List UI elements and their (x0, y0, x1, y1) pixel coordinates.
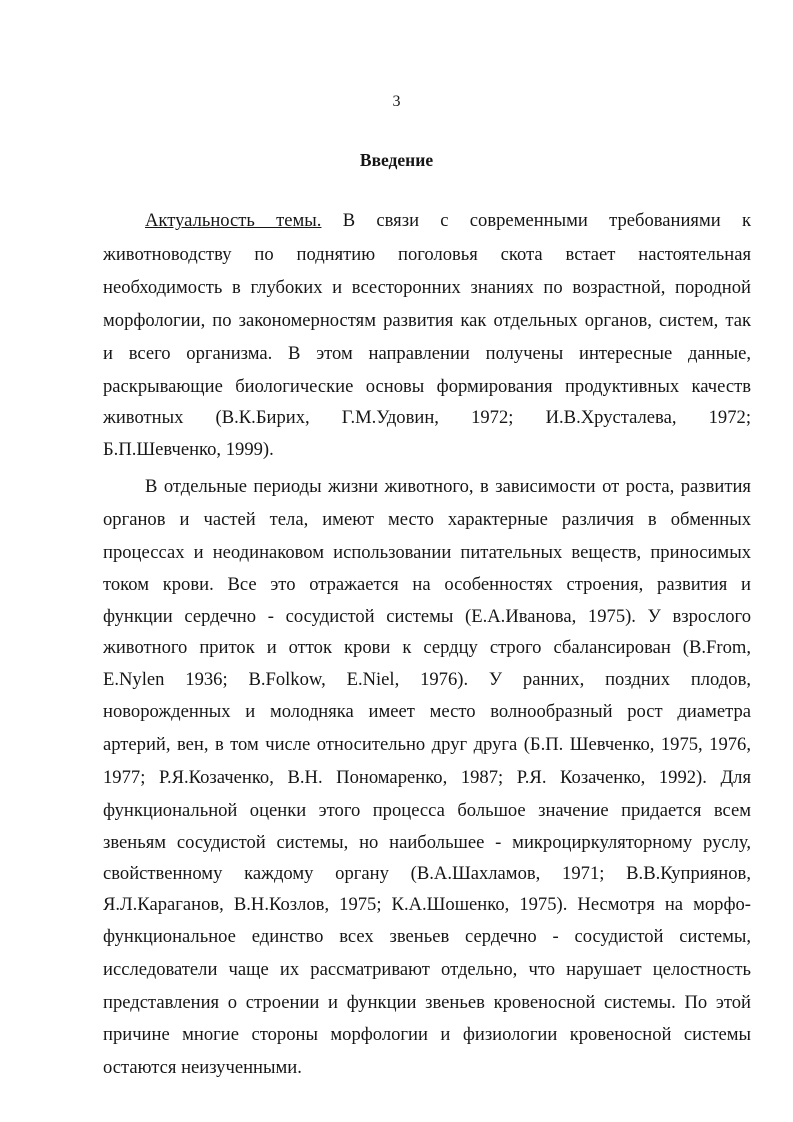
text-line: представления о строении и функции звеньев кровеносной системы. По этой (103, 992, 751, 1013)
text-line: исследователи чаще их рассматривают отдельно, что нарушает целостность (103, 959, 751, 980)
page-number: 3 (392, 93, 401, 110)
text-line: Я.Л.Караганов, В.Н.Козлов, 1975; К.А.Шошенко, 1975). Несмотря на морфо- (103, 894, 751, 915)
text-line: функциональной оценки этого процесса большое значение придается всем (103, 800, 751, 821)
text-line: новорожденных и молодняка имеет место волнообразный рост диаметра (103, 701, 751, 722)
term-underlined: Актуальность темы. (145, 210, 322, 231)
text-line: 1977; Р.Я.Козаченко, В.Н. Пономаренко, 1987; Р.Я. Козаченко, 1992). Для (103, 767, 751, 788)
text-line: Б.П.Шевченко, 1999). (103, 439, 274, 460)
text-line: остаются неизученными. (103, 1057, 302, 1078)
text-line: артерий, вен, в том числе относительно друг друга (Б.П. Шевченко, 1975, 1976, (103, 734, 751, 755)
text-line: Актуальность темы. В связи с современными требованиями к (145, 210, 752, 231)
text-line: необходимость в глубоких и всесторонних знаниях по возрастной, породной (103, 277, 751, 298)
text-line: морфологии, по закономерностям развития как отдельных органов, систем, так (103, 310, 751, 331)
text-line: свойственному каждому органу (В.А.Шахламов, 1971; В.В.Куприянов, (103, 863, 751, 884)
text-line: причине многие стороны морфологии и физиологии кровеносной системы (103, 1024, 751, 1045)
text-line: животных (В.К.Бирих, Г.М.Удовин, 1972; И.В.Хрусталева, 1972; (103, 407, 751, 428)
text-line: животноводству по поднятию поголовья скота встает настоятельная (103, 244, 751, 265)
text-line: процессах и неодинаковом использовании питательных веществ, приносимых (103, 542, 751, 563)
text-line: функциональное единство всех звеньев сердечно - сосудистой системы, (103, 926, 751, 947)
text-line: функции сердечно - сосудистой системы (Е.А.Иванова, 1975). У взрослого (103, 606, 751, 627)
text-line: животного приток и отток крови к сердцу строго сбалансирован (B.From, (103, 637, 751, 658)
text-line: органов и частей тела, имеют место характерные различия в обменных (103, 509, 751, 530)
text-line: звеньям сосудистой системы, но наибольшее - микроциркуляторному руслу, (103, 832, 751, 853)
text-line: В отдельные периоды жизни животного, в зависимости от роста, развития (145, 476, 751, 497)
text-line: током крови. Все это отражается на особенностях строения, развития и (103, 574, 751, 595)
text-line: E.Nylen 1936; B.Folkow, E.Niel, 1976). У ранних, поздних плодов, (103, 669, 751, 690)
text-line: и всего организма. В этом направлении получены интересные данные, (103, 343, 751, 364)
text-line: раскрывающие биологические основы формирования продуктивных качеств (103, 376, 751, 397)
section-heading: Введение (359, 150, 434, 170)
